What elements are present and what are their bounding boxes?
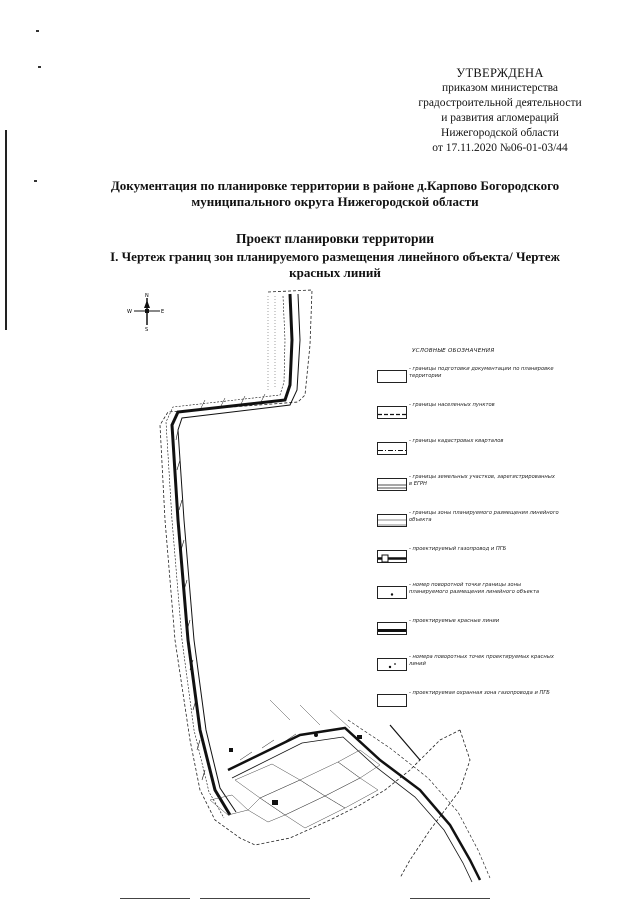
pipeline-box-icon	[377, 550, 407, 563]
legend-item-label: - номера поворотных точек проектируемых красных линий	[409, 654, 554, 667]
legend-item	[372, 580, 557, 616]
approval-date-number: от 17.11.2020 №06-01-03/44	[432, 142, 568, 154]
pipeline-points	[229, 733, 362, 805]
dashed-line-box-icon	[377, 406, 407, 419]
scan-speck	[34, 180, 37, 182]
legend-item	[372, 472, 557, 508]
legend-item	[372, 364, 557, 400]
approval-line: приказом министерства	[442, 82, 558, 94]
diagonal-road	[228, 720, 490, 882]
thick-line-box-icon	[377, 622, 407, 635]
dash-dot-box-icon	[377, 442, 407, 455]
legend-item	[372, 616, 557, 652]
legend-item-label: - проектируемые красные линии	[409, 618, 500, 624]
point-box-icon	[377, 586, 407, 599]
land-parcels	[210, 296, 380, 828]
legend-item-label: - границы подготовки документации по планировке территории	[409, 366, 554, 379]
double-line-box-icon	[377, 478, 407, 491]
thin-double-box-icon	[377, 514, 407, 527]
legend-item	[372, 544, 557, 580]
approval-line: градостроительной деятельности	[418, 97, 582, 109]
drawing-title-line: I. Чертеж границ зон планируемого размещения линейного объекта/ Чертеж	[110, 249, 560, 264]
legend-item	[372, 652, 557, 688]
scan-footer-line	[120, 898, 190, 899]
scan-footer-line	[200, 898, 310, 899]
legend-title: УСЛОВНЫЕ ОБОЗНАЧЕНИЯ	[412, 348, 495, 354]
drawing-title-line: красных линий	[289, 265, 381, 280]
document-title-line: Документация по планировке территории в районе д.Карпово Богородского	[110, 178, 560, 193]
scan-speck	[38, 66, 41, 68]
plain-box-icon	[377, 370, 407, 383]
road-corridor	[166, 294, 300, 818]
compass-south-label: S	[145, 327, 149, 333]
legend-item	[372, 508, 557, 544]
scan-speck	[36, 30, 39, 32]
legend-item-label: - проектируемый газопровод и ПГБ	[409, 546, 507, 552]
legend-item-label: - границы зоны планируемого размещения линейного объекта	[409, 510, 559, 523]
drawing-title	[70, 249, 600, 281]
legend-item-label: - проектируемая охранная зона газопровода и ПГБ	[409, 690, 550, 696]
compass-rose-icon	[127, 293, 164, 333]
document-title	[70, 178, 600, 210]
legend-item-label: - границы кадастровых кварталов	[409, 438, 504, 444]
legend-item	[372, 688, 557, 724]
legend-item	[372, 400, 557, 436]
legend-item-label: - номер поворотной точки границы зоны планируемого размещения линейного объекта	[409, 582, 540, 595]
compass-west-label: W	[127, 309, 132, 315]
zone-box-icon	[377, 694, 407, 707]
legend-item-label: - границы населенных пунктов	[409, 402, 495, 408]
legend-item-label: - границы земельных участков, зарегистрированных в ЕГРН	[409, 474, 555, 487]
compass-north-label: N	[145, 293, 149, 299]
compass-east-label: E	[161, 309, 165, 315]
map-legend	[372, 348, 557, 724]
scan-footer-line	[410, 898, 490, 899]
numbered-point-box-icon	[377, 658, 407, 671]
approval-stamp	[400, 66, 600, 156]
approval-line: и развития агломераций	[441, 112, 559, 124]
approval-heading: УТВЕРЖДЕНА	[456, 66, 544, 80]
project-title: Проект планировки территории	[235, 231, 435, 246]
document-title-line: муниципального округа Нижегородской области	[191, 194, 479, 209]
approval-line: Нижегородской области	[441, 127, 559, 139]
legend-item	[372, 436, 557, 472]
